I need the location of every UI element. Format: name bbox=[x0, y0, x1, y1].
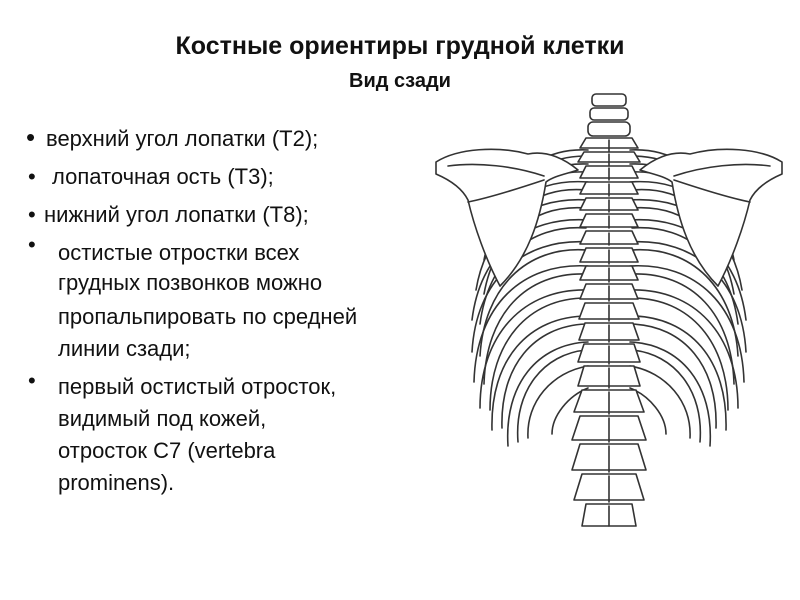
slide-subtitle: Вид сзади bbox=[349, 70, 451, 92]
slide-title: Костные ориентиры грудной клетки bbox=[175, 32, 625, 60]
thorax-posterior-view-illustration bbox=[428, 90, 790, 540]
bullet-dot: • bbox=[28, 368, 36, 393]
bullet-dot: • bbox=[28, 164, 36, 189]
bullet-text: первый остистый отросток, bbox=[58, 374, 337, 399]
bullet-text: верхний угол лопатки (Т2); bbox=[46, 126, 319, 151]
bullet-text: пропальпировать по средней bbox=[58, 304, 358, 329]
bullet-text: остистые отростки всех bbox=[58, 240, 300, 265]
scapula-right bbox=[640, 149, 782, 286]
bullet-dot: • bbox=[28, 202, 36, 227]
bullet-text: видимый под кожей, bbox=[58, 406, 267, 431]
bullet-dot: • bbox=[28, 232, 36, 257]
vertebral-column bbox=[572, 94, 646, 526]
bullet-dot: • bbox=[26, 122, 36, 152]
bullet-text: грудных позвонков можно bbox=[58, 270, 323, 295]
scapula-left bbox=[436, 149, 578, 286]
bullet-text: лопаточная ость (Т3); bbox=[52, 164, 274, 189]
bullet-text: линии сзади; bbox=[58, 336, 191, 361]
bullet-text: prominens). bbox=[58, 470, 175, 495]
bullet-text: нижний угол лопатки (Т8); bbox=[44, 202, 309, 227]
bullet-text: отросток С7 (vertebra bbox=[58, 438, 276, 463]
